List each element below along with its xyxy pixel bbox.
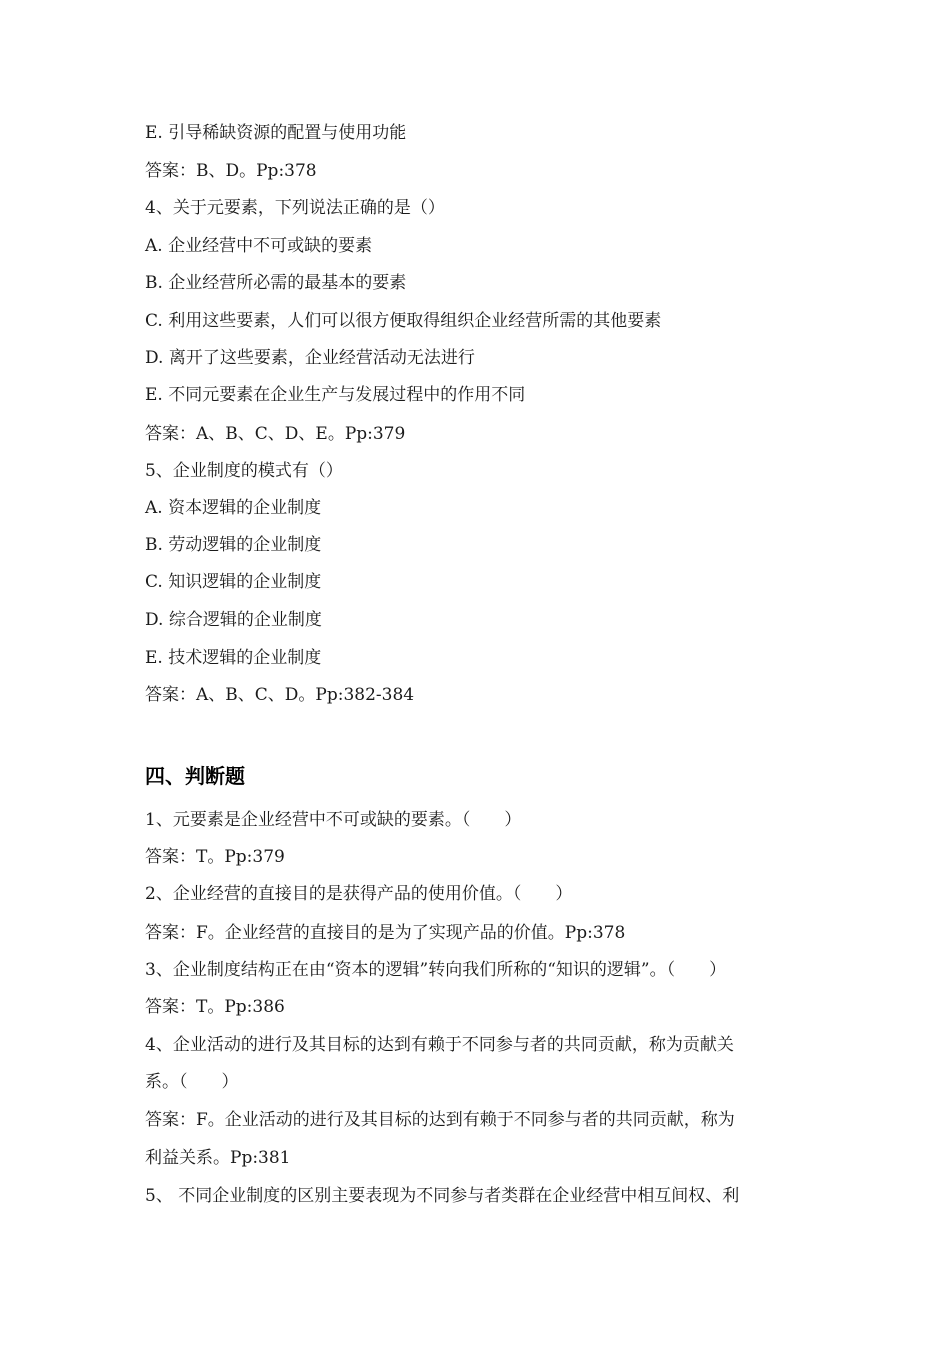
q5-option-b: B. 劳动逻辑的企业制度 [145,535,322,555]
tf2-question: 2、企业经营的直接目的是获得产品的使用价值。（ ） [145,884,573,904]
q4-option-c: C. 利用这些要素，人们可以很方便取得组织企业经营所需的其他要素 [145,311,662,331]
tf1-question: 1、元要素是企业经营中不可或缺的要素。（ ） [145,810,522,830]
tf3-answer: 答案：T。Pp:386 [145,997,285,1017]
q4-question: 4、关于元要素，下列说法正确的是（） [145,198,445,218]
tf4-answer-line2: 利益关系。Pp:381 [145,1148,291,1168]
tf4-question-line1: 4、企业活动的进行及其目标的达到有赖于不同参与者的共同贡献，称为贡献关 [145,1035,734,1055]
q5-option-e: E. 技术逻辑的企业制度 [145,648,322,668]
section-title: 四、判断题 [145,764,245,788]
q3-option-e: E. 引导稀缺资源的配置与使用功能 [145,123,407,143]
q5-option-a: A. 资本逻辑的企业制度 [145,498,322,518]
q5-option-c: C. 知识逻辑的企业制度 [145,572,322,592]
q5-option-d: D. 综合逻辑的企业制度 [145,610,322,630]
tf5-question-line1: 5、 不同企业制度的区别主要表现为不同参与者类群在企业经营中相互间权、利 [145,1186,740,1206]
q4-option-e: E. 不同元要素在企业生产与发展过程中的作用不同 [145,385,526,405]
q4-option-a: A. 企业经营中不可或缺的要素 [145,236,373,256]
q4-answer: 答案：A、B、C、D、E。Pp:379 [145,424,406,444]
tf3-question: 3、企业制度结构正在由“资本的逻辑”转向我们所称的“知识的逻辑”。（ ） [145,960,727,980]
q4-option-b: B. 企业经营所必需的最基本的要素 [145,273,407,293]
tf4-question-line2: 系。（ ） [145,1072,239,1092]
q5-question: 5、企业制度的模式有（） [145,461,343,481]
q5-answer: 答案：A、B、C、D。Pp:382-384 [145,685,415,705]
q4-option-d: D. 离开了这些要素，企业经营活动无法进行 [145,348,475,368]
tf4-answer-line1: 答案：F。企业活动的进行及其目标的达到有赖于不同参与者的共同贡献，称为 [145,1110,735,1130]
q3-answer: 答案：B、D。Pp:378 [145,161,317,181]
tf2-answer: 答案：F。企业经营的直接目的是为了实现产品的价值。Pp:378 [145,923,626,943]
tf1-answer: 答案：T。Pp:379 [145,847,285,867]
